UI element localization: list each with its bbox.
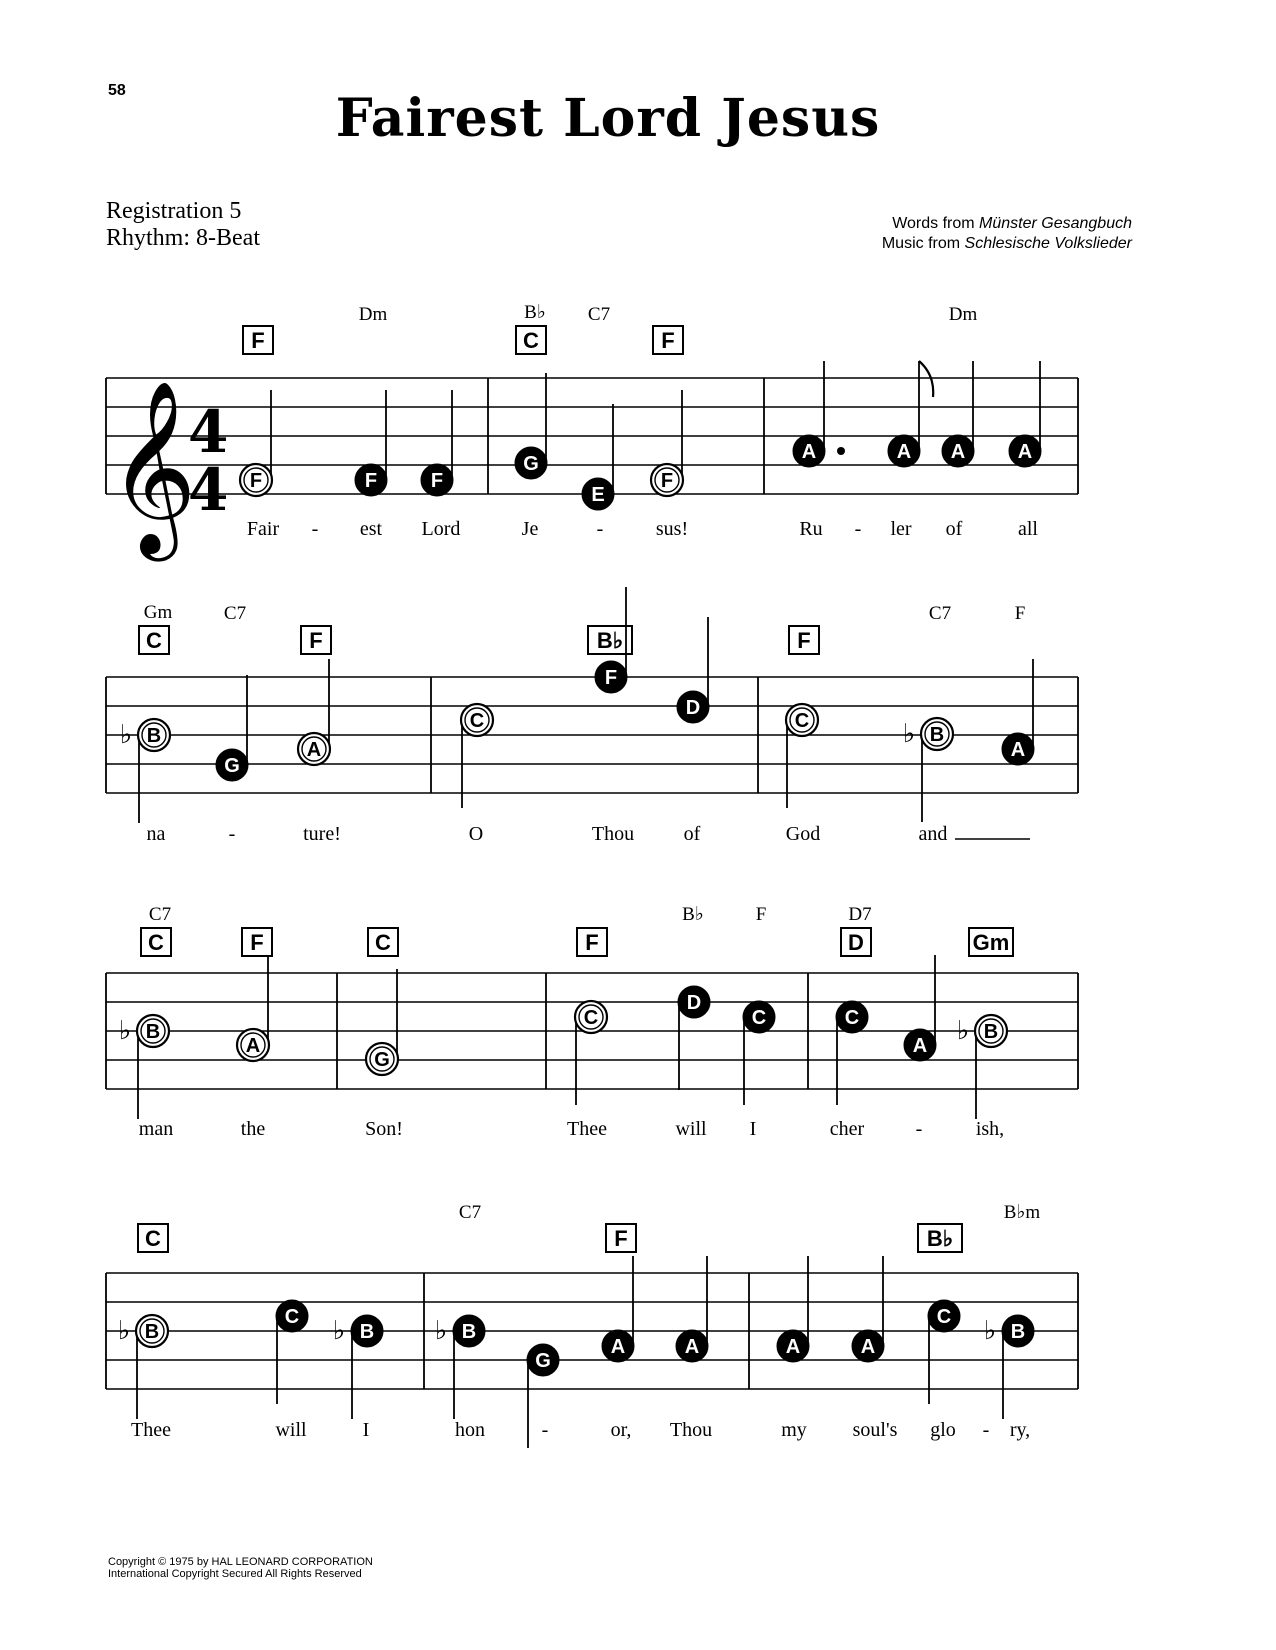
chord-name: B♭ (524, 302, 546, 323)
note-letter: G (523, 453, 539, 475)
note-letter: A (801, 441, 817, 463)
lyric-syllable: - (311, 518, 319, 540)
note-letter: A (950, 441, 966, 463)
chord-box-letter: F (585, 930, 599, 955)
chord-name: C7 (928, 603, 952, 624)
lyric-syllable: - (915, 1118, 923, 1140)
note-letter: B (929, 724, 945, 746)
chord-box-letter: C (523, 328, 539, 353)
note-letter: F (249, 470, 263, 492)
lyric-syllable: - (541, 1419, 549, 1441)
note-letter: F (604, 667, 618, 689)
chord-box-letter: F (250, 930, 264, 955)
staff-system (106, 1202, 1078, 1448)
note-letter: C (284, 1306, 300, 1328)
note-letter: A (1010, 739, 1026, 761)
flat-sign-icon: ♭ (434, 1316, 448, 1346)
lyric-syllable: Thee (567, 1118, 607, 1140)
note-letter: A (245, 1035, 261, 1057)
time-signature-top: 4 (188, 398, 229, 466)
lyric-syllable: - (596, 518, 604, 540)
note-letter: C (583, 1007, 599, 1029)
lyric-syllable: my (781, 1419, 807, 1441)
lyric-syllable: cher (829, 1118, 865, 1140)
chord-box-letter: C (145, 1226, 161, 1251)
lyric-syllable: ry, (1009, 1419, 1031, 1441)
note-letter: A (610, 1336, 626, 1358)
lyric-syllable: sus! (655, 518, 689, 540)
note-letter: C (794, 710, 810, 732)
note-letter: C (469, 710, 485, 732)
chord-name: D7 (848, 904, 872, 925)
lyric-syllable: hon (455, 1419, 485, 1441)
chord-name: C7 (223, 603, 247, 624)
chord-box-letter: F (251, 328, 265, 353)
lyric-syllable: will (275, 1419, 307, 1441)
chord-name: F (1014, 603, 1026, 624)
note-letter: C (936, 1306, 952, 1328)
lyric-syllable: of (945, 518, 963, 540)
chord-box-letter: B♭ (596, 628, 624, 653)
lyric-syllable: na (146, 823, 166, 845)
chord-box-letter: F (797, 628, 811, 653)
copyright-notice (108, 1556, 373, 1580)
note-letter: G (535, 1350, 551, 1372)
chord-name: Gm (143, 602, 173, 623)
lyric-syllable: glo (930, 1419, 956, 1441)
lyric-syllable: God (785, 823, 821, 845)
lyric-syllable: Son! (365, 1118, 403, 1140)
note-letter: A (896, 441, 912, 463)
staff-system (106, 904, 1078, 1140)
copyright-line: Copyright © 1975 by HAL LEONARD CORPORATION (108, 1556, 373, 1568)
registration-label: Registration 5 (106, 198, 242, 224)
note-letter: B (1010, 1321, 1026, 1343)
music-prefix: Music from (881, 235, 965, 252)
lyric-syllable: est (359, 518, 383, 540)
lyric-syllable: I (749, 1118, 757, 1140)
lyric-syllable: soul's (852, 1419, 898, 1441)
note-letter: F (364, 470, 378, 492)
note-letter: B (461, 1321, 477, 1343)
lyric-syllable: of (683, 823, 701, 845)
lyric-syllable: - (228, 823, 236, 845)
note-flag (919, 361, 933, 397)
chord-box-letter: C (148, 930, 164, 955)
note-letter: C (751, 1007, 767, 1029)
note-letter: A (1017, 441, 1033, 463)
chord-box-letter: F (309, 628, 323, 653)
dotted-note-dot (837, 447, 845, 455)
flat-sign-icon: ♭ (118, 1016, 132, 1046)
note-letter: G (224, 755, 240, 777)
note-letter: E (591, 484, 605, 506)
note-letter: F (660, 470, 674, 492)
staff-system (106, 302, 1078, 540)
lyric-syllable: Lord (421, 518, 461, 540)
note-letter: F (430, 470, 444, 492)
note-letter: A (684, 1336, 700, 1358)
chord-name: B♭m (1003, 1202, 1041, 1223)
chord-box-letter: D (848, 930, 864, 955)
chord-name: F (755, 904, 767, 925)
rhythm-label: Rhythm: 8-Beat (106, 225, 260, 251)
staff-system (106, 587, 1078, 845)
flat-sign-icon: ♭ (983, 1316, 997, 1346)
chord-name: B♭ (682, 904, 704, 925)
chord-name: C7 (458, 1202, 482, 1223)
chord-name: Dm (948, 304, 978, 325)
note-letter: C (844, 1007, 860, 1029)
chord-box-letter: C (375, 930, 391, 955)
copyright-line: International Copyright Secured All Rights Reserved (108, 1568, 362, 1580)
song-title: Fairest Lord Jesus (335, 88, 881, 149)
lyric-syllable: Thee (131, 1419, 171, 1441)
note-letter: B (359, 1321, 375, 1343)
words-source: Münster Gesangbuch (979, 215, 1132, 232)
note-letter: A (912, 1035, 928, 1057)
lyric-syllable: will (675, 1118, 707, 1140)
flat-sign-icon: ♭ (956, 1016, 970, 1046)
lyric-syllable: Fair (246, 518, 280, 540)
note-letter: B (983, 1021, 999, 1043)
note-letter: B (144, 1321, 160, 1343)
lyric-syllable: - (982, 1419, 990, 1441)
lyric-syllable: ler (890, 518, 912, 540)
lyric-syllable: O (468, 823, 484, 845)
flat-sign-icon: ♭ (117, 1316, 131, 1346)
words-prefix: Words from (892, 215, 980, 232)
chord-name: C7 (587, 304, 611, 325)
lyric-syllable: I (362, 1419, 370, 1441)
lyric-syllable: - (854, 518, 862, 540)
music-source: Schlesische Volkslieder (964, 235, 1132, 252)
chord-box-letter: C (146, 628, 162, 653)
flat-sign-icon: ♭ (902, 719, 916, 749)
flat-sign-icon: ♭ (119, 720, 133, 750)
lyric-syllable: ture! (303, 823, 341, 845)
chord-name: C7 (148, 904, 172, 925)
lyric-syllable: all (1018, 518, 1038, 540)
note-letter: D (685, 697, 701, 719)
note-letter: A (785, 1336, 801, 1358)
lyric-syllable: man (138, 1118, 174, 1140)
chord-box-letter: B♭ (926, 1226, 954, 1251)
flat-sign-icon: ♭ (332, 1316, 346, 1346)
chord-box-letter: Gm (972, 930, 1010, 955)
lyric-syllable: Thou (591, 823, 635, 845)
lyric-syllable: Je (521, 518, 539, 540)
chord-box-letter: F (661, 328, 675, 353)
chord-box-letter: F (614, 1226, 628, 1251)
note-letter: B (145, 1021, 161, 1043)
note-letter: B (146, 725, 162, 747)
lyric-syllable: Thou (669, 1419, 713, 1441)
lyric-syllable: and (918, 823, 948, 845)
note-letter: A (860, 1336, 876, 1358)
page-number: 58 (108, 82, 126, 99)
note-letter: D (686, 992, 702, 1014)
treble-clef-icon: 𝄞 (108, 380, 197, 554)
lyric-syllable: or, (610, 1419, 632, 1441)
note-letter: G (374, 1049, 390, 1071)
time-signature-bottom: 4 (188, 456, 229, 524)
lyric-syllable: Ru (799, 518, 823, 540)
note-letter: A (306, 739, 322, 761)
chord-name: Dm (358, 304, 388, 325)
lyric-syllable: ish, (975, 1118, 1005, 1140)
lyric-syllable: the (240, 1118, 266, 1140)
